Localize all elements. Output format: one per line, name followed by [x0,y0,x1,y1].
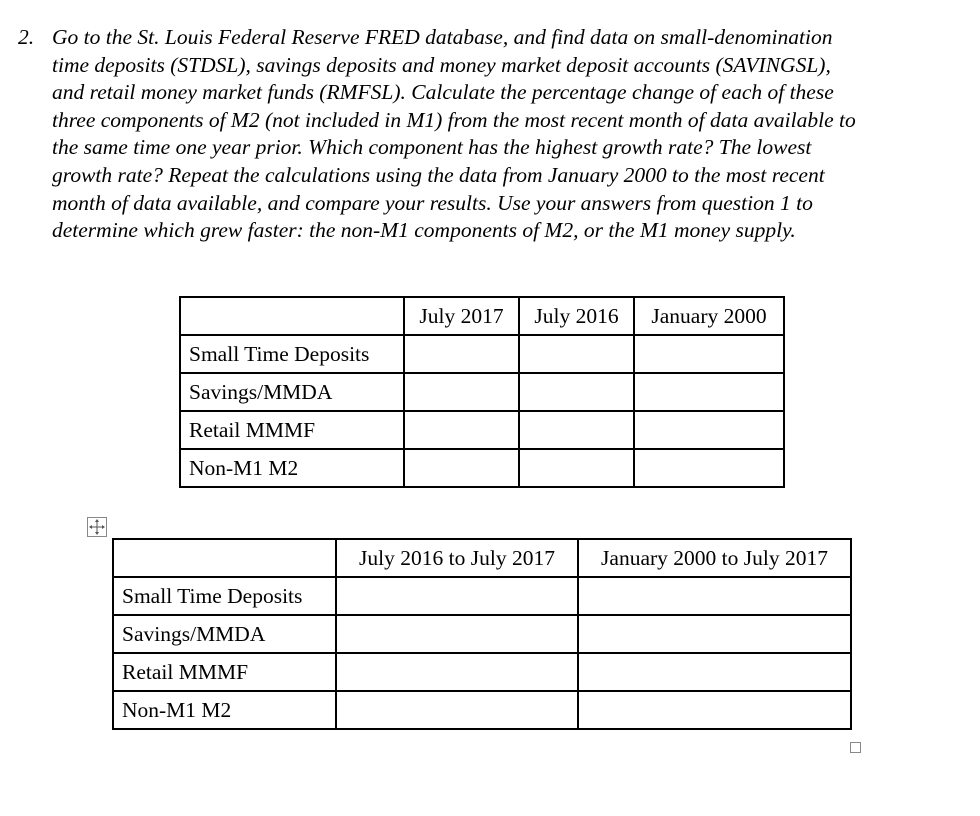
table-cell[interactable] [578,615,851,653]
table-cell[interactable] [634,449,784,487]
table-cell[interactable] [519,411,634,449]
table-cell[interactable] [578,691,851,729]
table-header-row [180,297,784,335]
table-move-handle-icon[interactable] [87,517,107,537]
row-label[interactable]: Non-M1 M2 [113,691,336,729]
table-header-cell[interactable]: January 2000 to July 2017 [578,539,851,577]
question-line: determine which grew faster: the non-M1 components of M2, or the M1 money supply. [52,218,796,243]
row-label[interactable]: Savings/MMDA [113,615,336,653]
table-cell[interactable] [336,615,578,653]
table-cell[interactable] [404,449,519,487]
table-header-cell[interactable]: July 2016 to July 2017 [336,539,578,577]
question-2 [18,24,968,245]
table-cell[interactable] [336,653,578,691]
table-row [180,411,784,449]
table-header-cell[interactable] [180,297,404,335]
monthly-values-table [179,296,785,488]
table-header-cell[interactable]: July 2017 [404,297,519,335]
table-cell[interactable] [404,373,519,411]
percent-change-table [112,538,852,730]
table-header-cell[interactable]: July 2016 [519,297,634,335]
row-label[interactable]: Non-M1 M2 [180,449,404,487]
table-header-cell[interactable]: January 2000 [634,297,784,335]
table-row [113,653,851,691]
question-number: 2. [18,25,35,49]
question-line: and retail money market funds (RMFSL). Calculate the percentage change of each of these [52,80,834,105]
table-cell[interactable] [634,411,784,449]
table-cell[interactable] [336,691,578,729]
table-cell[interactable] [404,411,519,449]
table-cell[interactable] [578,577,851,615]
row-label[interactable]: Savings/MMDA [180,373,404,411]
table-row [180,335,784,373]
table-header-row [113,539,851,577]
table-header-cell[interactable] [113,539,336,577]
table-row [180,373,784,411]
question-line: three components of M2 (not included in M1) from the most recent month of data available to [52,107,856,132]
table-cell[interactable] [634,335,784,373]
table-cell[interactable] [519,449,634,487]
table-row [113,615,851,653]
table-row [113,691,851,729]
table-cell[interactable] [404,335,519,373]
table-resize-handle-icon[interactable] [850,742,861,753]
question-line: the same time one year prior. Which component has the highest growth rate? The lowest [52,135,812,160]
table-row [180,449,784,487]
table-row [113,577,851,615]
table-cell[interactable] [336,577,578,615]
question-line: time deposits (STDSL), savings deposits and money market deposit accounts (SAVINGSL), [52,52,831,77]
table-cell[interactable] [519,373,634,411]
row-label[interactable]: Retail MMMF [113,653,336,691]
table-cell[interactable] [634,373,784,411]
row-label[interactable]: Small Time Deposits [113,577,336,615]
row-label[interactable]: Retail MMMF [180,411,404,449]
question-line: growth rate? Repeat the calculations using the data from January 2000 to the most recent [52,162,825,187]
question-text [52,24,968,245]
table-cell[interactable] [578,653,851,691]
table-cell[interactable] [519,335,634,373]
question-line: Go to the St. Louis Federal Reserve FRED database, and find data on small-denomination [52,25,833,49]
row-label[interactable]: Small Time Deposits [180,335,404,373]
question-line: month of data available, and compare your results. Use your answers from question 1 to [52,190,813,215]
